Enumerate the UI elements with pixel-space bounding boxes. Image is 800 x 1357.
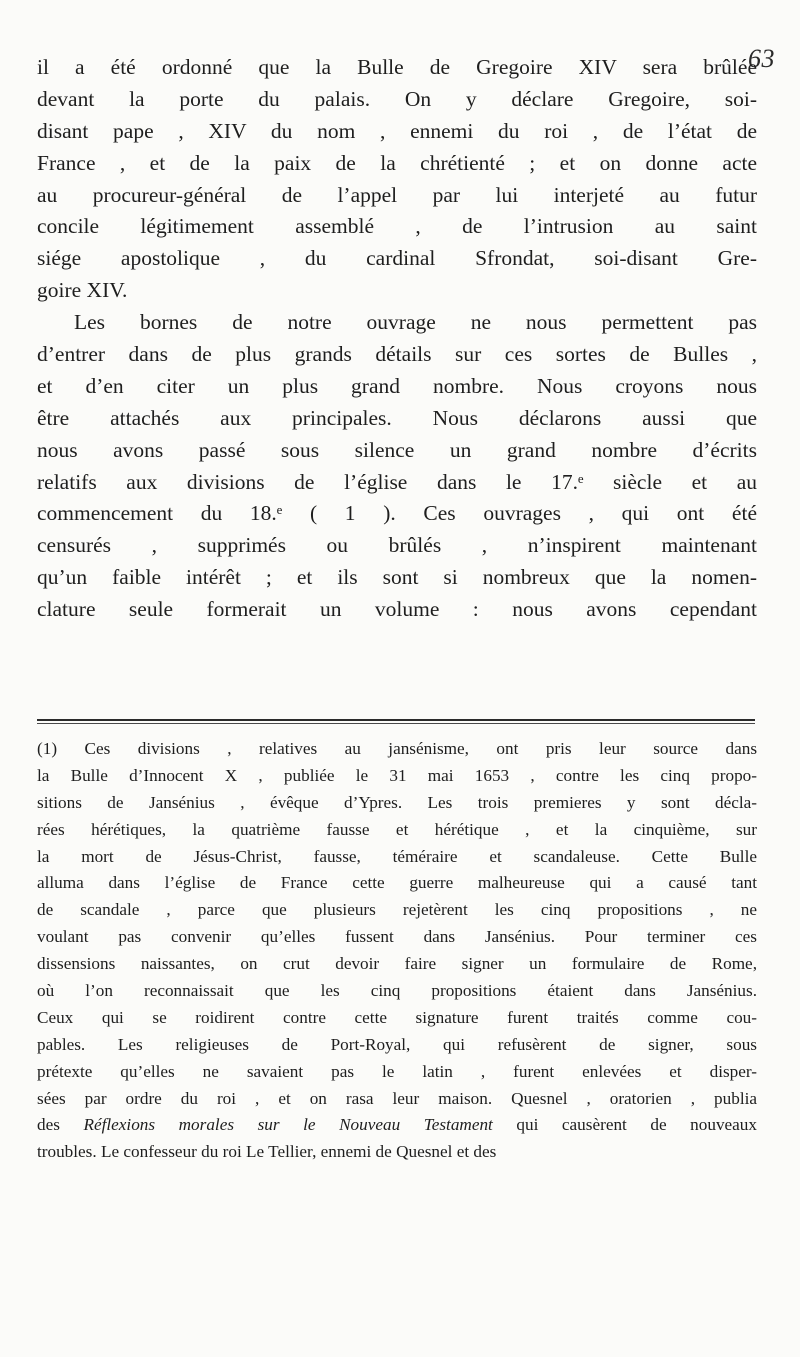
footnote-prefix: des (37, 1115, 84, 1135)
text-line: au procureur-général de l’appel par lui interjeté au futur (37, 182, 757, 207)
text-line: relatifs aux divisions de l’église dans le 17.ᵉ siècle et au (37, 469, 757, 494)
text-line: commencement du 18.ᵉ ( 1 ). Ces ouvrages , qui ont été (37, 501, 757, 526)
footnote-separator-rule (37, 719, 755, 724)
paragraph-start-line: Les bornes de notre ouvrage ne nous permettent pas (74, 310, 757, 335)
page-number: 63 (748, 44, 775, 73)
footnote-line-text: Ces divisions , relatives au jansénisme, ont pris leur source dans (84, 739, 758, 758)
footnote-suffix: qui causèrent de nouveaux (492, 1115, 757, 1135)
footnote-line: dissensions naissantes, on crut devoir faire signer un formulaire de Rome, (37, 954, 757, 974)
text-line: siége apostolique , du cardinal Sfrondat, soi-disant Gre- (37, 246, 757, 271)
text-line: être attachés aux principales. Nous déclarons aussi que (37, 405, 757, 430)
footnote-line: voulant pas convenir qu’elles fussent dans Jansénius. Pour terminer ces (37, 927, 757, 947)
footnote-line: alluma dans l’église de France cette guerre malheureuse qui a causé tant (37, 873, 757, 893)
footnote-line: troubles. Le confesseur du roi Le Tellier, ennemi de Quesnel et des (37, 1142, 497, 1162)
text-line: d’entrer dans de plus grands détails sur ces sortes de Bulles , (37, 342, 757, 367)
footnote-line: pables. Les religieuses de Port-Royal, qui refusèrent de signer, sous (37, 1034, 757, 1054)
footnote-line: de scandale , parce que plusieurs rejetèrent les cinq propositions , ne (37, 900, 757, 920)
book-title-italic: Réflexions morales sur le Nouveau Testament (83, 1115, 493, 1135)
footnote (37, 736, 757, 1166)
text-line: qu’un faible intérêt ; et ils sont si nombreux que la nomen- (37, 565, 757, 590)
footnote-line (37, 736, 757, 763)
footnote-line: où l’on reconnaissait que les cinq propositions étaient dans Jansénius. (37, 981, 757, 1001)
text-line: concile légitimement assemblé , de l’intrusion au saint (37, 214, 757, 239)
text-line: goire XIV. (37, 278, 128, 303)
text-line: censurés , supprimés ou brûlés , n’inspirent maintenant (37, 533, 757, 558)
text-line: il a été ordonné que la Bulle de Gregoire XIV sera brûlée (37, 55, 757, 79)
footnote-line: prétexte qu’elles ne savaient pas le latin , furent enlevées et disper- (37, 1061, 757, 1081)
footnote-line: la Bulle d’Innocent X , publiée le 31 mai 1653 , contre les cinq propo- (37, 765, 757, 785)
footnote-line: rées hérétiques, la quatrième fausse et hérétique , et la cinquième, sur (37, 819, 757, 839)
text-line: nous avons passé sous silence un grand nombre d’écrits (37, 437, 757, 462)
footnote-line: la mort de Jésus-Christ, fausse, téméraire et scandaleuse. Cette Bulle (37, 846, 757, 866)
text-line: disant pape , XIV du nom , ennemi du roi , de l’état de (37, 118, 757, 143)
text-line: clature seule formerait un volume : nous avons cependant (37, 597, 757, 622)
footnote-line: sées par ordre du roi , et on rasa leur maison. Quesnel , oratorien , publia (37, 1088, 757, 1108)
footnote-marker: (1) (37, 739, 58, 758)
main-text (37, 52, 757, 626)
footnote-line: Ceux qui se roidirent contre cette signature furent traités comme cou- (37, 1007, 757, 1027)
footnote-line (37, 1112, 757, 1139)
text-line: devant la porte du palais. On y déclare Gregoire, soi- (37, 86, 757, 111)
text-line: France , et de la paix de la chrétienté ; et on donne acte (37, 150, 757, 175)
text-line: et d’en citer un plus grand nombre. Nous croyons nous (37, 373, 757, 398)
footnote-line: sitions de Jansénius , évêque d’Ypres. Les trois premieres y sont décla- (37, 792, 757, 812)
